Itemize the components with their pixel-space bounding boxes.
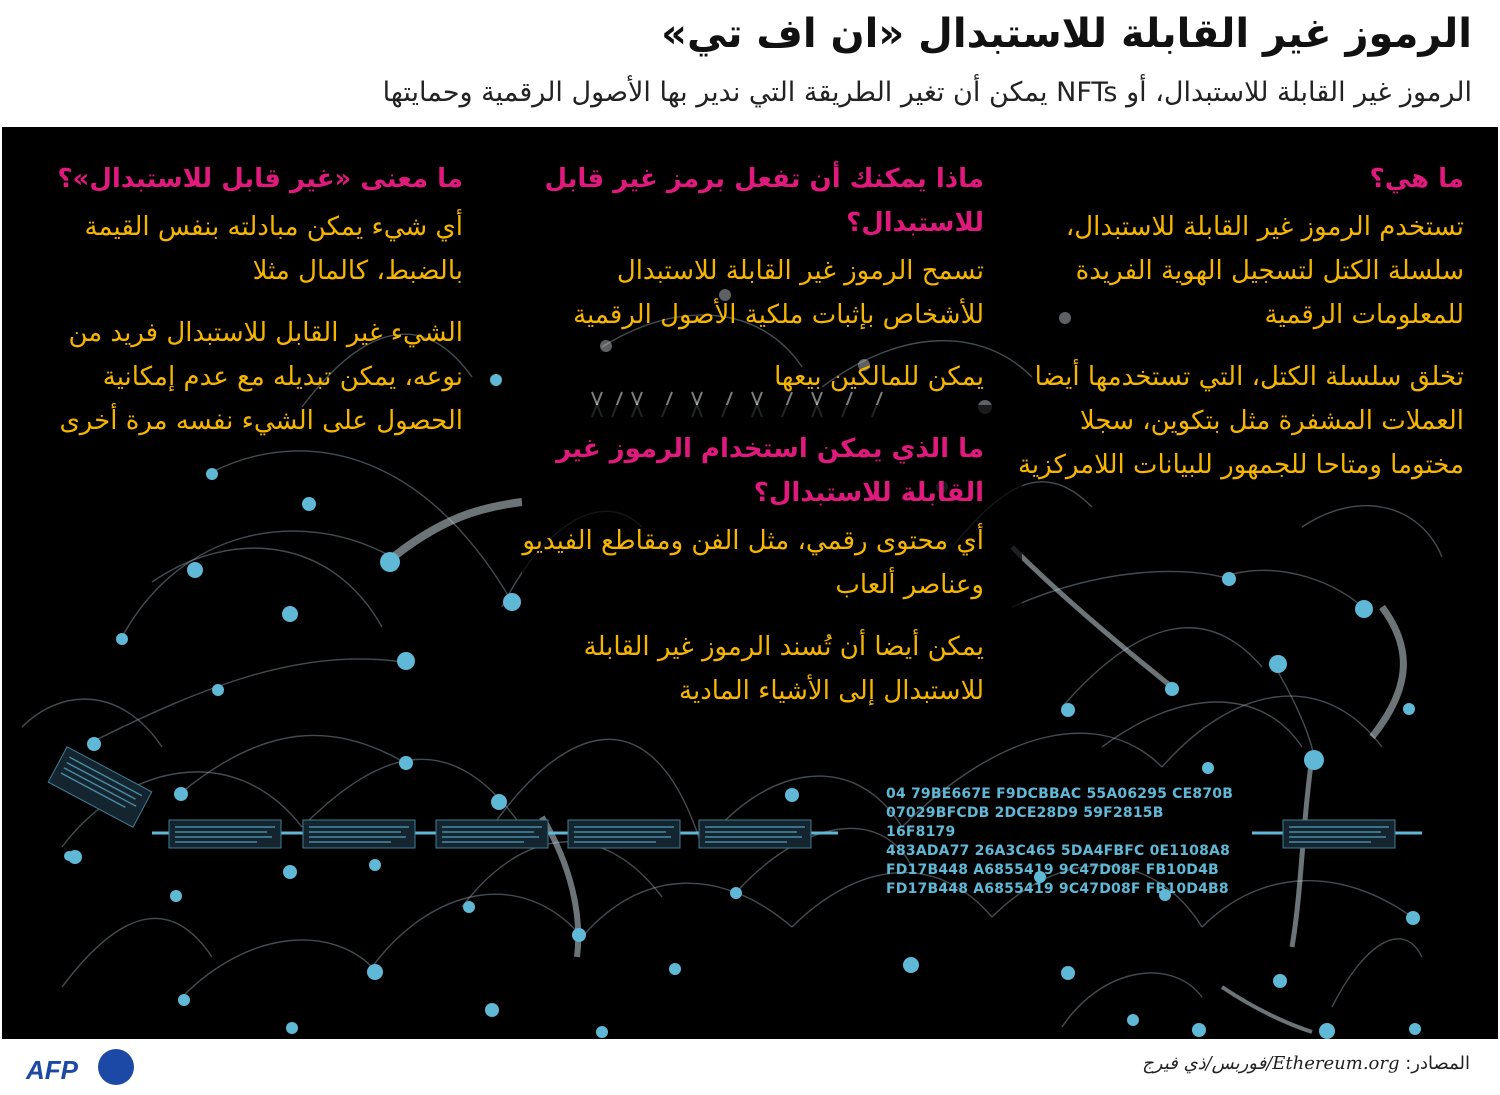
header [0,0,1500,127]
section-what-paragraph-1: تستخدم الرموز غير القابلة للاستبدال، سلسلة الكتل لتسجيل الهوية الفريدة للمعلومات الرقمية [1065,212,1464,330]
section-what [1014,157,1464,505]
section-use-paragraph-2: يمكن أيضا أن تُسند الرموز غير القابلة للاستبدال إلى الأشياء المادية [583,632,984,706]
section-meaning [23,157,463,461]
section-meaning-paragraph-2: الشيء غير القابل للاستبدال فريد من نوعه، يمكن تبديله مع عدم إمكانية الحصول على الشيء نفسه مرة أخرى [59,318,463,436]
section-do-heading: ماذا يمكنك أن تفعل برمز غير قابل للاستبدال؟ [544,164,984,238]
section-what-heading: ما هي؟ [1369,164,1464,194]
page-title: الرموز غير القابلة للاستبدال «ان اف تي» [661,11,1472,57]
infographic-panel [2,127,1498,1039]
hash-line: 04 79BE667E F9DCBBAC 55A06295 CE870B [886,786,1234,802]
section-use-heading: ما الذي يمكن استخدام الرموز غير القابلة للاستبدال؟ [556,434,984,508]
section-meaning-paragraph-1: أي شيء يمكن مبادلته بنفس القيمة بالضبط، كالمال مثلا [84,212,463,286]
section-do [524,157,984,417]
source-value: Ethereum.org/فوربس/ذي فيرج [1142,1053,1400,1074]
source-label: المصادر: [1399,1053,1470,1074]
section-do-paragraph-1: تسمح الرموز غير القابلة للاستبدال للأشخاص بإثبات ملكية الأصول الرقمية [573,256,984,330]
hash-line: FD17B448 A6855419 9C47D08F FB10D4B8 [886,881,1229,897]
section-use-paragraph-1: أي محتوى رقمي، مثل الفن ومقاطع الفيديو وعناصر ألعاب [522,526,984,600]
section-use [504,427,984,731]
afp-logo-text: AFP [26,1055,78,1085]
section-meaning-heading: ما معنى «غير قابل للاستبدال»؟ [57,164,463,194]
section-what-paragraph-2: تخلق سلسلة الكتل، التي تستخدمها أيضا العملات المشفرة مثل بتكوين، سجلا مختوما ومتاحا للجمهور للبيانات اللامركزية [1017,362,1464,480]
hash-line: FD17B448 A6855419 9C47D08F FB10D4B [886,862,1219,878]
hash-line: 483ADA77 26A3C465 5DA4FBFC 0E1108A8 [886,843,1231,859]
footer [0,1039,1500,1095]
hash-block [886,785,1236,899]
source-credit [1142,1049,1470,1079]
afp-logo [24,1049,140,1089]
hash-line: 07029BFCDB 2DCE28D9 59F2815B 16F8179 [886,805,1164,840]
section-do-paragraph-2: يمكن للمالكين بيعها [774,362,984,392]
page-subtitle: الرموز غير القابلة للاستبدال، أو NFTs يمكن أن تغير الطريقة التي ندير بها الأصول الرقمية وحمايتها [382,77,1472,108]
